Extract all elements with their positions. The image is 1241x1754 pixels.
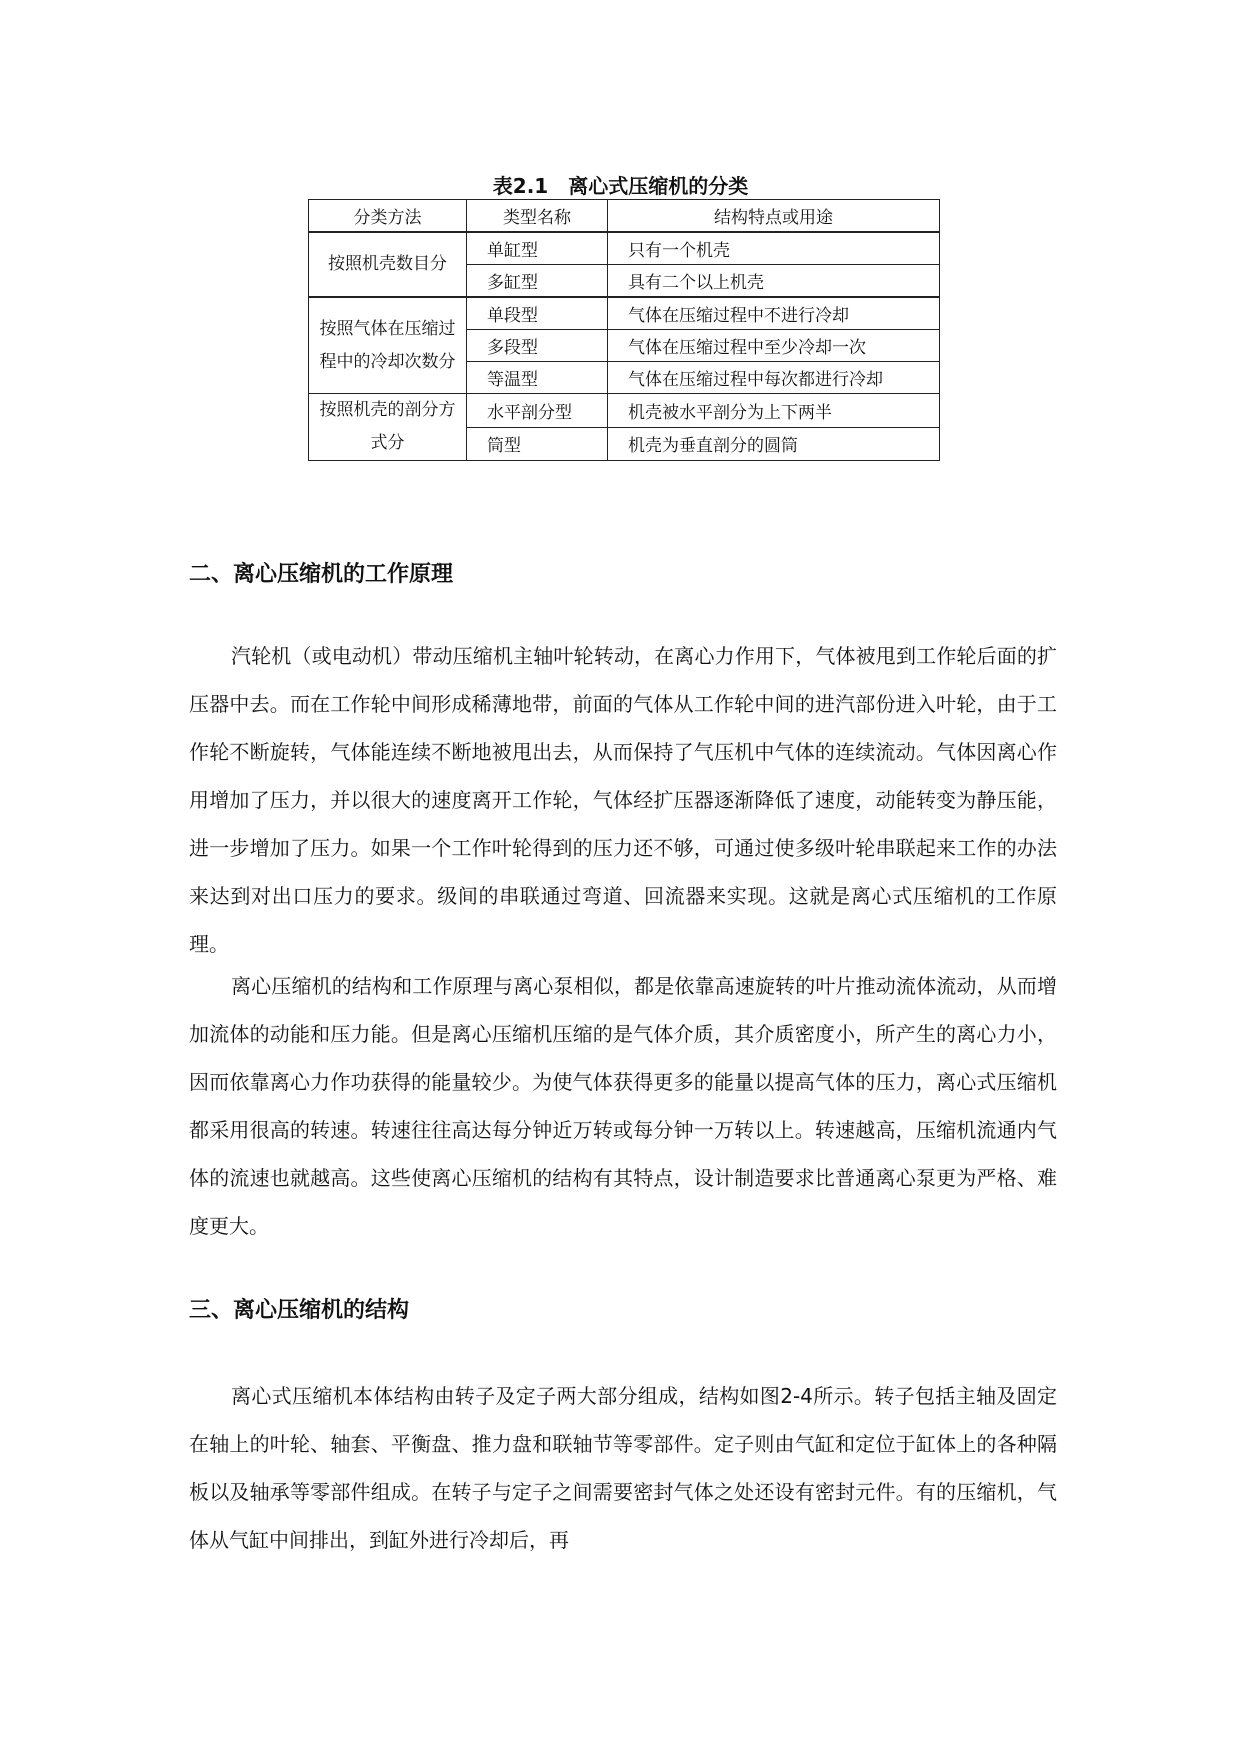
table-row <box>309 394 940 428</box>
method-cell: 按照机壳的剖分方式分 <box>309 394 467 461</box>
paragraph-working-principle-1: 汽轮机（或电动机）带动压缩机主轴叶轮转动，在离心力作用下，气体被甩到工作轮后面的扩压器中去。而在工作轮中间形成稀薄地带，前面的气体从工作轮中间的进汽部份进入叶轮，由于工作轮不断旋转，气体能连续不断地被甩出去，从而保持了气压机中气体的连续流动。气体因离心作用增加了压力，并以很大的速度离开工作轮，气体经扩压器逐渐降低了速度，动能转变为静压能，进一步增加了压力。如果一个工作叶轮得到的压力还不够，可通过使多级叶轮串联起来工作的办法来达到对出口压力的要求。级间的串联通过弯道、回流器来实现。这就是离心式压缩机的工作原理。 <box>189 644 1057 956</box>
table-row <box>309 297 940 330</box>
section-heading-working-principle: 二、离心压缩机的工作原理 <box>189 562 454 587</box>
type-cell: 筒型 <box>467 427 608 461</box>
feature-cell: 气体在压缩过程中每次都进行冷却 <box>608 362 940 394</box>
table-caption: 表2.1 离心式压缩机的分类 <box>492 174 749 198</box>
feature-cell: 气体在压缩过程中至少冷却一次 <box>608 330 940 362</box>
header-type: 类型名称 <box>467 200 608 233</box>
feature-cell: 机壳为垂直剖分的圆筒 <box>608 427 940 461</box>
feature-cell: 气体在压缩过程中不进行冷却 <box>608 297 940 330</box>
header-feature: 结构特点或用途 <box>608 200 940 233</box>
section-heading-structure: 三、离心压缩机的结构 <box>189 1298 410 1323</box>
table-header-row <box>309 200 940 233</box>
type-cell: 等温型 <box>467 362 608 394</box>
type-cell: 多缸型 <box>467 265 608 298</box>
paragraph-structure-1: 离心式压缩机本体结构由转子及定子两大部分组成，结构如图2-4所示。转子包括主轴及固定在轴上的叶轮、轴套、平衡盘、推力盘和联轴节等零部件。定子则由气缸和定位于缸体上的各种隔板以及轴承等零部件组成。在转子与定子之间需要密封气体之处还设有密封元件。有的压缩机，气体从气缸中间排出，到缸外进行冷却后，再 <box>189 1384 1057 1552</box>
type-cell: 水平剖分型 <box>467 394 608 428</box>
feature-cell: 机壳被水平剖分为上下两半 <box>608 394 940 428</box>
feature-cell: 具有二个以上机壳 <box>608 265 940 298</box>
header-method: 分类方法 <box>309 200 467 233</box>
method-cell: 按照机壳数目分 <box>309 232 467 297</box>
feature-cell: 只有一个机壳 <box>608 232 940 265</box>
type-cell: 单段型 <box>467 297 608 330</box>
type-cell: 多段型 <box>467 330 608 362</box>
classification-table <box>308 199 940 461</box>
type-cell: 单缸型 <box>467 232 608 265</box>
paragraph-working-principle-2: 离心压缩机的结构和工作原理与离心泵相似，都是依靠高速旋转的叶片推动流体流动，从而增加流体的动能和压力能。但是离心压缩机压缩的是气体介质，其介质密度小，所产生的离心力小，因而依靠离心力作功获得的能量较少。为使气体获得更多的能量以提高气体的压力，离心式压缩机都采用很高的转速。转速往往高达每分钟近万转或每分钟一万转以上。转速越高，压缩机流通内气体的流速也就越高。这些使离心压缩机的结构有其特点，设计制造要求比普通离心泵更为严格、难度更大。 <box>189 974 1057 1238</box>
table-row <box>309 232 940 265</box>
method-cell: 按照气体在压缩过程中的冷却次数分 <box>309 297 467 394</box>
